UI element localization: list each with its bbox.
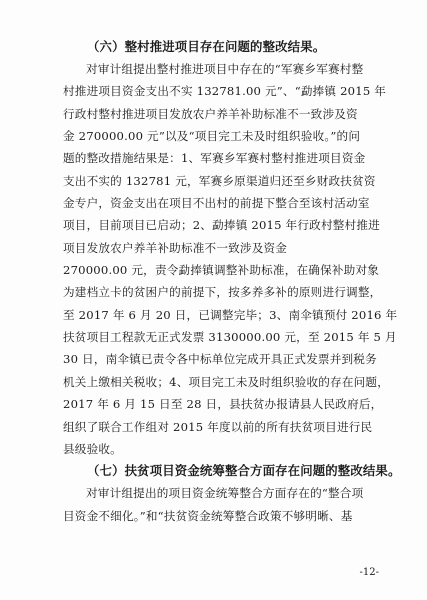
section-six-line: 扶贫项目工程款无正式发票 3130000.00 元，至 2015 年 5 月 <box>63 330 397 345</box>
section-six-line: 组织了联合工作组对 2015 年度以前的所有扶贫项目进行民 <box>63 419 373 434</box>
section-six-line: 30 日，南伞镇已责令各中标单位完成开具正式发票并到税务 <box>63 352 377 367</box>
page-number: -12- <box>359 567 379 578</box>
section-six-line: 机关上缴相关税收；4、项目完工未及时组织验收的存在问题， <box>63 374 390 389</box>
document-body <box>63 36 401 527</box>
section-six-line: 项目发放农户养羊补助标准不一致涉及资金 <box>63 240 288 255</box>
section-six-line: 村推进项目资金支出不实 132781.00 元”、“勐捧镇 2015 年 <box>63 84 387 99</box>
section-six-line: 至 2017 年 6 月 20 日，已调整完毕；3、南伞镇预付 2016 年 <box>63 307 398 322</box>
section-six-line: 金专户，资金支出在项目不出村的前提下整合至该村活动室 <box>63 196 370 211</box>
section-six-line: 270000.00 元，责令勐捧镇调整补助标准，在确保补助对象 <box>63 263 380 278</box>
section-seven-line: 对审计组提出的项目资金统筹整合方面存在的“整合项 <box>86 486 364 501</box>
section-six-line: 县级验收。 <box>63 441 122 456</box>
section-six-line: 金 270000.00 元”以及“项目完工未及时组织验收。”的问 <box>63 129 361 144</box>
section-six-line: 2017 年 6 月 15 日至 28 日，县扶贫办报请县人民政府后， <box>63 397 383 412</box>
section-six-line: 对审计组提出整村推进项目中存在的“军赛乡军赛村整 <box>86 62 364 76</box>
section-seven-line: 目资金不细化。”和“扶贫资金统筹整合政策不够明晰、基 <box>63 508 353 523</box>
section-six-line: 为建档立卡的贫困户的前提下，按多养多补的原则进行调整， <box>63 285 382 300</box>
section-six-line: 项目，目前项目已启动；2、勐捧镇 2015 年行政村整村推进 <box>63 218 380 233</box>
section-six-line: 支出不实的 132781 元，军赛乡原渠道归还至乡财政扶贫资 <box>63 173 376 188</box>
section-six-line: 题的整改措施结果是：1、军赛乡军赛村整村推进项目资金 <box>63 151 366 166</box>
section-seven-heading: （七）扶贫项目资金统筹整合方面存在问题的整改结果。 <box>87 463 401 479</box>
section-six-heading: （六）整村推进项目存在问题的整改结果。 <box>87 39 326 54</box>
section-six-line: 行政村整村推进项目发放农户养羊补助标准不一致涉及资 <box>63 106 358 121</box>
